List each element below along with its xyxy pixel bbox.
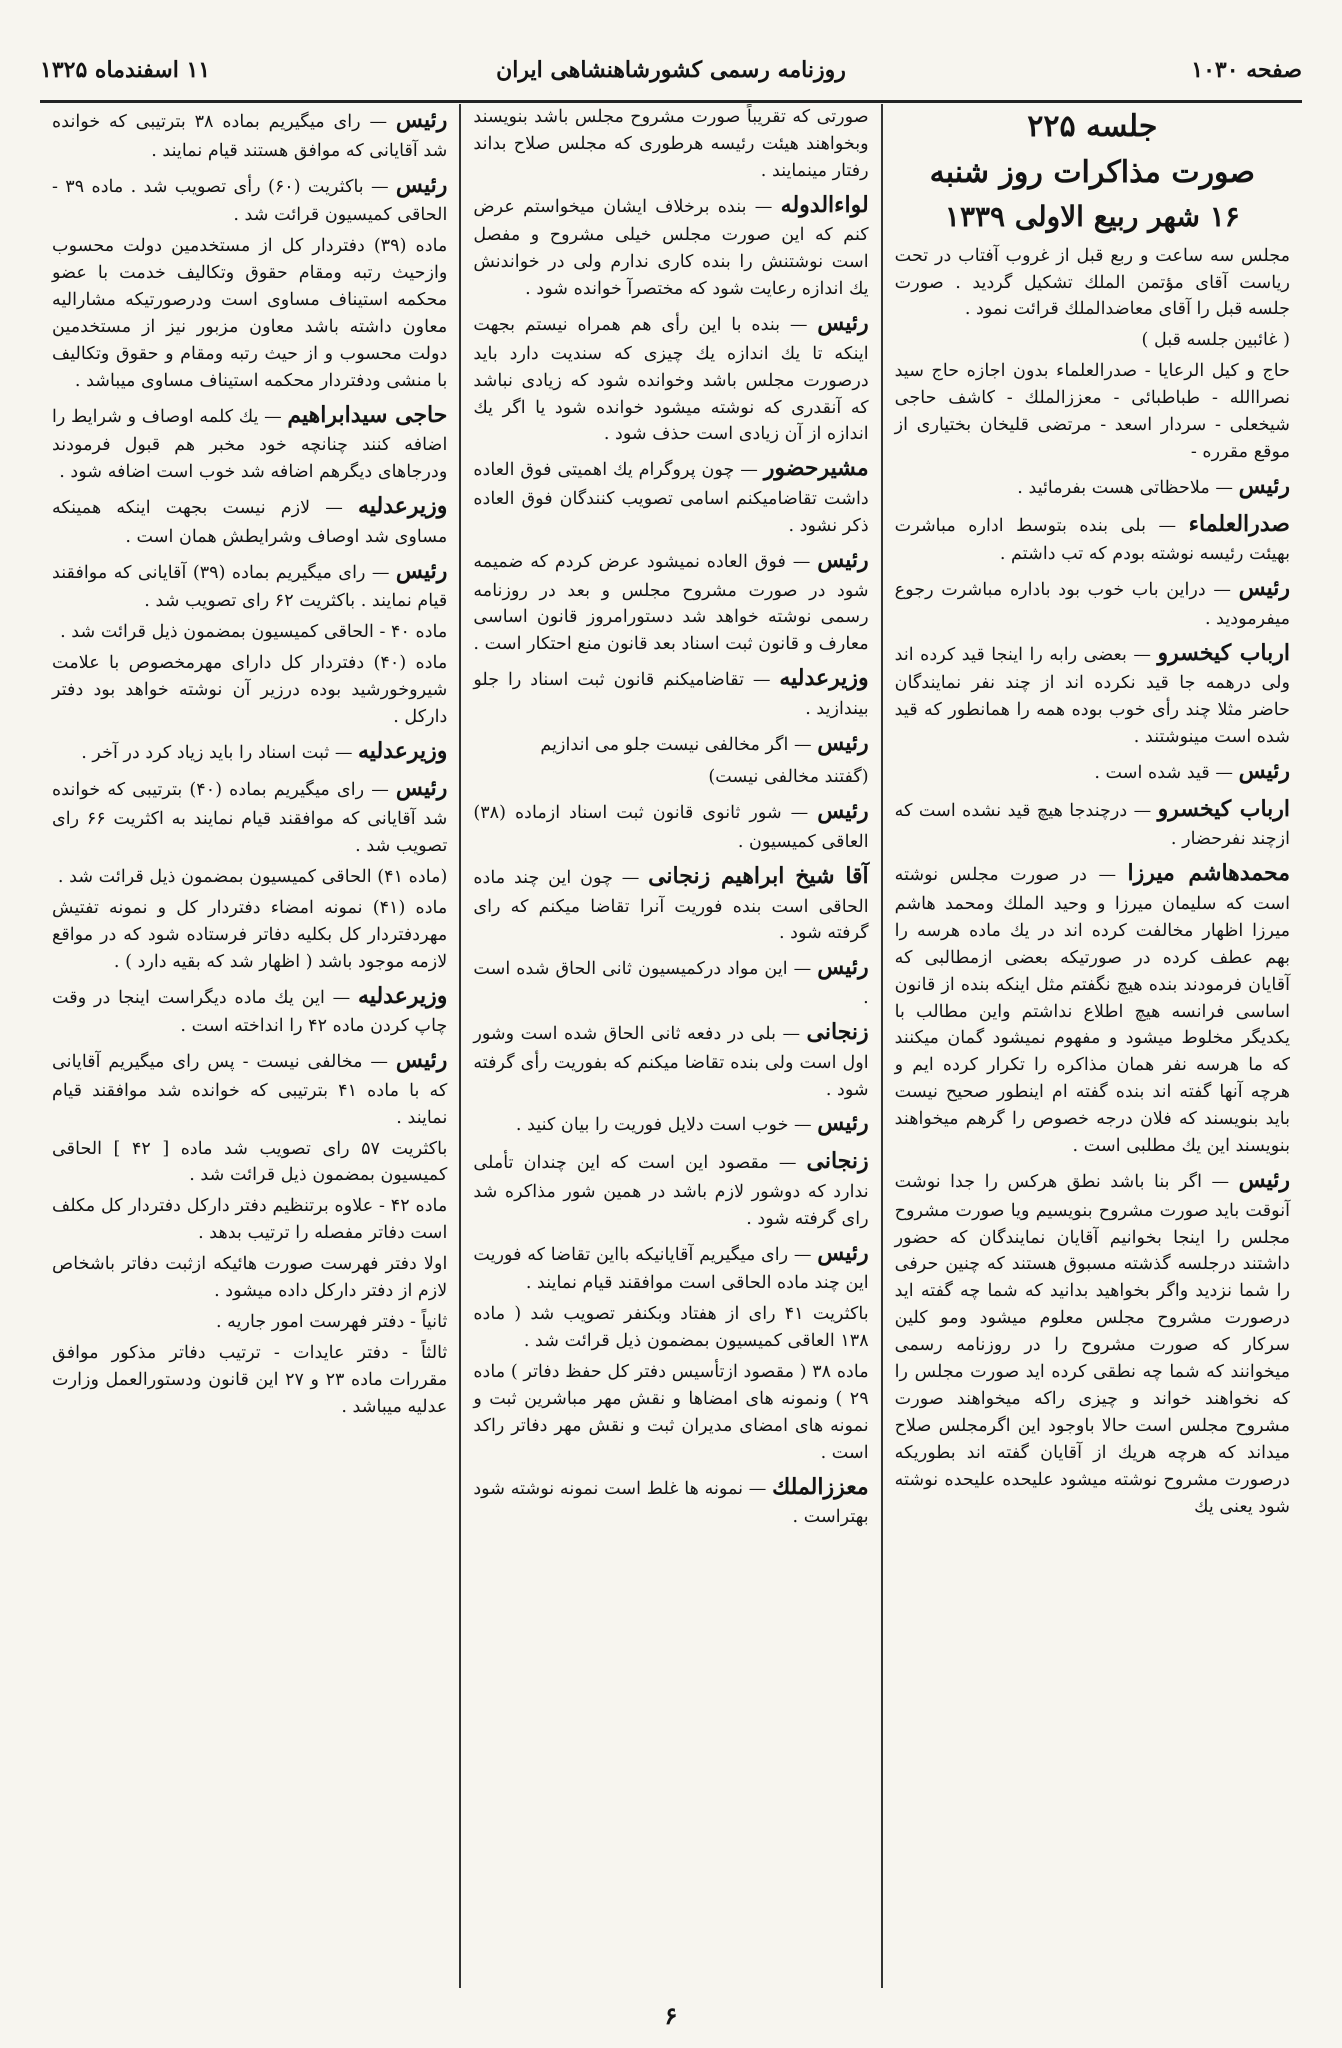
paragraph-text: — فوق العاده نمیشود عرض کردم که ضمیمه شود در صورت مشروح مجلس و بعد در روزنامه رسمی نوشته خواهد شد دستورامروز قانون اساسی معارف و قانون ثبت اسناد بعد قانون منع احتکار است . [473, 551, 869, 655]
paragraph-text: صورتی که تقریباً صورت مشروح مجلس باشد بنویسند وبخواهند هیئت رئیسه هرطوری که مجلس صلاح بداند رفتار مینمایند . [473, 107, 869, 181]
paragraph [473, 860, 868, 947]
paragraph-text: — بلی در دفعه ثانی الحاق شده است وشور اول است ولی بنده تقاضا میکنم که بفوریت رأی گرفته شود . [473, 1023, 869, 1100]
session-title-block [895, 104, 1290, 239]
paragraph [895, 327, 1290, 354]
paragraph-text: — چون پروگرام یك اهمیتی فوق العاده داشت تقاضامیکنم اسامی تصویب کنندگان فوق العاده ذکر نشود . [473, 460, 869, 536]
page-header [40, 40, 1302, 103]
paragraph [895, 755, 1290, 789]
session-number: جلسه ۲۲۵ [1027, 109, 1158, 144]
paragraph [473, 104, 868, 185]
paragraph-text: — شور ثانوی قانون ثبت اسناد ازماده (۳۸) العاقی کمیسیون . [473, 803, 869, 852]
paragraph-text: ماده (۴۱) نمونه امضاء دفتردار کل و نمونه تفتیش مهردفتردار کل بکلیه دفاتر فرستاده شود که در مواقع لازمه موجود باشد ( اظهار شد که بقیه دارد ) . [52, 897, 448, 972]
paragraph-text: اولا دفتر فهرست صورت هائیکه ازثبت دفاتر باشخاص لازم از دفتر داركل داده میشود . [52, 1254, 448, 1302]
paragraph [473, 544, 868, 658]
paragraph-text: — ثبت اسناد را باید زیاد کرد در آخر . [81, 742, 359, 763]
header-date: ۱۱ اسفندماه ۱۳۲۵ [40, 57, 211, 83]
paragraph-text: ( غائبین جلسه قبل ) [1141, 330, 1290, 351]
speaker-name: رئیس [817, 310, 869, 337]
speaker-name: رئیس [817, 729, 869, 756]
paragraph-text: ثانیاً - دفتر فهرست امور جاریه . [215, 1312, 448, 1332]
paragraph-text: (ماده ۴۱) الحاقی کمیسیون بمضمون ذیل قرائت شد . [57, 866, 448, 887]
paragraph-text: — بلی بنده بتوسط اداره مباشرت بهیئت رئیسه نوشته بودم که تب داشتم . [894, 515, 1290, 565]
paragraph [895, 358, 1290, 466]
paragraph [52, 735, 447, 769]
paragraph-text: — نمونه ها غلط است نمونه نوشته شود بهتراست . [473, 1478, 869, 1528]
paragraph [473, 1237, 868, 1298]
paragraph [473, 1016, 868, 1103]
paragraph [52, 619, 447, 646]
paragraph-text: — رای میگیریم آقایانیکه بااین تقاضا که فوریت این چند ماده الحاقی است موافقند قیام نمایند . [473, 1244, 869, 1294]
paragraph-text: — تقاضامیکنم قانون ثبت اسناد را جلو بیندازید . [473, 670, 869, 719]
speaker-name: ارباب کیخسرو [1157, 795, 1290, 822]
speaker-name: زنجانی [806, 1148, 869, 1175]
speaker-name: مشیرحضور [763, 455, 869, 482]
paragraph [52, 1136, 447, 1190]
paragraph [52, 233, 447, 394]
paragraph-text: ماده (۳۹) دفتردار کل از مستخدمین دولت محسوب وازحیث رتبه ومقام حقوق وتکالیف خدمت با عضو محکمه استیناف مساوی است ودرصورتیکه مشاراليه معاون داشته باشد معاون مزبور نیز از مستخدمین دولت محسوب و از حیث رتبه ومقام و حقوق وتکالیف با منشی ودفتردار محکمه استیناف مساوی میباشد . [52, 236, 448, 391]
paragraph [473, 1301, 868, 1355]
footer-page-number: ۶ [664, 2001, 678, 2030]
speaker-name: رئیس [817, 1239, 869, 1266]
paragraph-text: — بنده با این رأی هم همراه نیستم بجهت اینکه تا یك اندازه یك چیزی که سندیت دارد باید درصورت مجلس باشد وخوانده شود که زیادی نباشد که آنقدری که نوشته میشود خوانده شود یا اگر یك اندازه از آن زیادی است حذف شود . [473, 315, 869, 445]
paragraph [473, 452, 868, 539]
columns [40, 104, 1302, 1988]
paragraph-text: مجلس سه ساعت و ربع قبل از غروب آفتاب در تحت ریاست آقای مؤتمن الملك تشکیل گردید . صورت جلسه قبل را آقای معاضدالملك قرائت نمود . [894, 245, 1290, 320]
paragraph [473, 1359, 868, 1467]
paragraph-text: — رای میگیریم بماده (۴۰) بترتیبی که خوانده شد آقایانی که موافقند قیام نمایند به اکثریت ۶۶ رای تصویب شد . [52, 780, 448, 856]
paragraph-text: — مخالفی نیست - پس رای میگیریم آقایانی که با ماده ۴۱ بترتیبی که خوانده شد موافقند قیام نمایند . [52, 1052, 448, 1128]
paragraph-text: — خوب است دلایل فوریت را بیان کنید . [515, 1115, 818, 1136]
paragraph-text: — اگر بنا باشد نطق هرکس را جدا نوشت آنوقت باید صورت مشروح بنویسیم ویا صورت مشروح مجلس را اینجا بخوانیم آقایان نمایندگان که حضور داشتند درجلسه گذشته مسبوق هستند که چنین حرفی را شما نزدید واگر بخواهید بدانید که شما چه گفته اید درصورت مشروح مجلس معلوم میشود ومو کلین سرکار که صورت مشروح را در روزنامه رسمی میخوانند که شما چه نطقی کرده اید صورت مجلس را که نخواهند خواند و چیزی راکه میخواهند صورت مشروح مجلس است حالا باوجود این اگرمجلس صلاح میداند که هرچه هریك از آقایان گفته اند بطوریکه درصورت مشروح نوشته میشود علیحده علیحده نوشته شود یعنی یك [894, 1171, 1290, 1517]
paragraph [52, 555, 447, 616]
paragraph [895, 857, 1290, 1160]
paragraph-text: — چون این چند ماده الحاقی است بنده فوریت آنرا تقاضا میکنم که رای گرفته شود . [473, 867, 869, 944]
paragraph-text: — لازم نیست بجهت اینکه همینکه مساوی شد اوصاف وشرایطش همان است . [52, 498, 448, 547]
paragraph [473, 1145, 868, 1232]
column-left [40, 104, 461, 1988]
paragraph-text: ماده ۴۰ - الحاقی کمیسیون بمضمون ذیل قرائت شد . [60, 622, 448, 643]
paragraph [895, 470, 1290, 504]
paragraph [895, 243, 1290, 324]
paragraph-text: — این یك ماده دیگراست اینجا در وقت چاپ کردن ماده ۴۲ را انداخته است . [52, 987, 448, 1037]
speaker-name: آقا شیخ ابراهیم زنجانی [648, 862, 869, 889]
paragraph-text: ماده (۴۰) دفتردار کل دارای مهرمخصوص با علامت شیروخورشید بوده درزیر آن نوشته خواهد بود دفتر داركل . [52, 653, 448, 727]
newspaper-title: روزنامه رسمی کشورشاهنشاهی ایران [496, 57, 846, 83]
speaker-name: معززالملك [772, 1473, 869, 1500]
paragraph-text: — دراین باب خوب بود باداره مباشرت رجوع میفرمودید . [894, 580, 1290, 629]
paragraph [895, 793, 1290, 854]
paragraph [473, 1471, 868, 1532]
paragraph [52, 1340, 447, 1421]
paragraph [52, 1044, 447, 1131]
paragraph-text: — بعضی رابه را اینجا قید کرده اند ولی درهمه جا قید نکرده اند از چند نفر نمایندگان حاضر مثلا چند رأی خوب بوده همه را همانطور که قید شده است مینوشتند . [894, 644, 1290, 748]
speaker-name: وزیرعدلیه [779, 665, 869, 692]
paragraph [895, 1164, 1290, 1521]
session-date: ۱۶ شهر ربیع الاولی ۱۳۳۹ [944, 199, 1240, 233]
speaker-name: وزیرعدلیه [358, 493, 448, 520]
paragraph [473, 1107, 868, 1141]
paragraph-text: — باکثریت (۶۰) رأی تصویب شد . ماده ۳۹ - الحاقی کمیسیون قرائت شد . [52, 176, 448, 226]
column-middle [461, 104, 882, 1988]
paragraph [895, 508, 1290, 569]
speaker-name: رئیس [817, 954, 869, 981]
speaker-name: رئیس [395, 107, 448, 133]
paragraph [52, 1309, 447, 1336]
paragraph-text: — رای میگیریم بماده ۳۸ بترتیبی که خوانده شد آقایانی که موافق هستند قیام نمایند . [52, 112, 448, 161]
paragraph [473, 189, 868, 303]
paragraph [52, 490, 447, 551]
speaker-name: رئیس [395, 171, 448, 198]
paragraph [52, 169, 447, 230]
paragraph-text: (گفتند مخالفی نیست) [708, 767, 869, 788]
speaker-name: رئیس [1238, 575, 1290, 602]
paragraph-text: — درچندجا هیچ قید نشده است که ازچند نفرحضار . [894, 800, 1290, 850]
speaker-name: محمدهاشم میرزا [1127, 860, 1290, 887]
speaker-name: حاجی سیدابراهیم [287, 401, 448, 428]
paragraph [52, 1193, 447, 1247]
header-page-number: صفحه ۱۰۳۰ [1191, 57, 1302, 83]
speaker-name: رئیس [817, 1110, 869, 1137]
paragraph [895, 572, 1290, 633]
speaker-name: رئیس [1238, 1166, 1290, 1193]
paragraph [52, 399, 447, 486]
paragraph-text: باکثریت ۴۱ رای از هفتاد وبکنفر تصویب شد ( ماده ۱۳۸ العاقی کمیسیون بمضمون ذیل قرائت شد . [473, 1304, 869, 1351]
paragraph-text: — یك کلمه اوصاف و شرایط را اضافه کنند چنانچه خود مخبر هم قبول فرمودند ودرجاهای دیگرهم اضافه شد خوب است اضافه شود . [52, 406, 448, 483]
speaker-name: رئیس [395, 775, 448, 802]
paragraph-text: — بنده برخلاف ایشان میخواستم عرض کنم که این صورت مجلس خیلی مشروح و مفصل است نوشتنش را بنده کاری ندارم ولی در خواندنش یك اندازه رعایت شود که مختصرآ خوانده شود . [473, 196, 869, 300]
paragraph [52, 980, 447, 1041]
paragraph [52, 104, 447, 165]
speaker-name: زنجانی [806, 1018, 869, 1045]
paragraph [473, 951, 868, 1012]
speaker-name: صدرالعلماء [1188, 510, 1290, 537]
paragraph [473, 764, 868, 791]
paragraph-text: باکثریت ۵۷ رای تصویب شد ماده [ ۴۲ ] الحاقی کمیسیون بمضمون ذیل قرائت شد . [52, 1138, 448, 1186]
paragraph-text: — مقصود این است که این چندان تأملی ندارد که دوشور لازم باشد در همین شور مذاکره شد رای گرفته شود . [473, 1153, 869, 1229]
speaker-name: وزیرعدلیه [358, 982, 448, 1009]
paragraph-text: حاج و کیل الرعایا - صدرالعلماء بدون اجازه حاج سید نصراالله - طباطبائی - معززالملك - کاشف حاجی شیخعلی - سردار اسعد - مرتضی قلیخان بختیاری از موقع مقرره - [894, 361, 1290, 462]
speaker-name: رئیس [395, 557, 448, 584]
paragraph-text: — در صورت مجلس نوشته است که سلیمان میرزا و وحید الملك ومحمد هاشم میرزا اظهار مخالفت کرده اند در یك ماده هرسه را بهم عطف کرده در صورتیکه بعضی ازمطالبی که آقایان فرمودند بنده هیچ نگفتم مثل اینکه بنده از قانون اساسی فرانسه هیچ اطلاع نداشتم واین مطالب با یکدیگر مخلوط میشود و مفهوم نمیشود گمان میکنند که ما هرسه نفر همان مذاکره را تکرار کرده ایم و هرچه آنها گفته اند بنده گفته ام اینطور صحیح نیست باید بنویسند که فلان درجه خصوص را گرهم میخواهند بنویسند این یك مطلبی است . [894, 865, 1290, 1157]
speaker-name: رئیس [1238, 758, 1290, 785]
session-heading: صورت مذاکرات روز شنبه [929, 154, 1256, 190]
speaker-name: رئیس [817, 798, 869, 825]
paragraph [473, 307, 868, 448]
paragraph [52, 864, 447, 891]
paragraph-text: — این مواد درکمیسیون ثانی الحاق شده است . [473, 959, 869, 1009]
paragraph [473, 662, 868, 723]
speaker-name: ارباب کیخسرو [1157, 639, 1290, 666]
speaker-name: رئیس [1238, 472, 1290, 499]
column-right [883, 104, 1302, 1988]
paragraph-text: ماده ۴۲ - علاوه برتنظیم دفتر داركل دفتردار کل مکلف است دفاتر مفصله را ترتیب بدهد . [52, 1196, 448, 1244]
paragraph [52, 895, 447, 976]
paragraph-text: ثالثاً - دفتر عایدات - ترتیب دفاتر مذکور موافق مقررات ماده ۲۳ و ۲۷ این قانون ودستورالعمل وزارت عدلیه میباشد . [52, 1342, 448, 1417]
paragraph-text: ماده ۳۸ ( مقصود ازتأسیس دفتر کل حفظ دفاتر ) ماده ۲۹ ) ونمونه های امضاها و نقش مهر مباشرین ثبت و نمونه های امضای مدیران ثبت و نقش مهر دفاتر راکد است . [473, 1361, 869, 1463]
paragraph-text: — رای میگیریم بماده (۳۹) آقایانی که موافقند قیام نمایند . باکثریت ۶۲ رای تصویب شد . [52, 562, 448, 612]
speaker-name: رئیس [817, 546, 869, 573]
paragraph-text: — اگر مخالفی نیست جلو می اندازیم [540, 734, 818, 755]
paragraph [52, 650, 447, 731]
paragraph [895, 637, 1290, 751]
paragraph [473, 795, 868, 856]
speaker-name: رئیس [395, 1047, 448, 1074]
speaker-name: لواءالدوله [780, 191, 869, 218]
paragraph [473, 727, 868, 761]
paragraph-text: — ملاحظاتی هست بفرمائید . [1017, 477, 1239, 498]
paragraph-text: — قید شده است . [1094, 763, 1239, 784]
paragraph [52, 1251, 447, 1305]
paragraph [52, 772, 447, 859]
speaker-name: وزیرعدلیه [358, 737, 448, 764]
